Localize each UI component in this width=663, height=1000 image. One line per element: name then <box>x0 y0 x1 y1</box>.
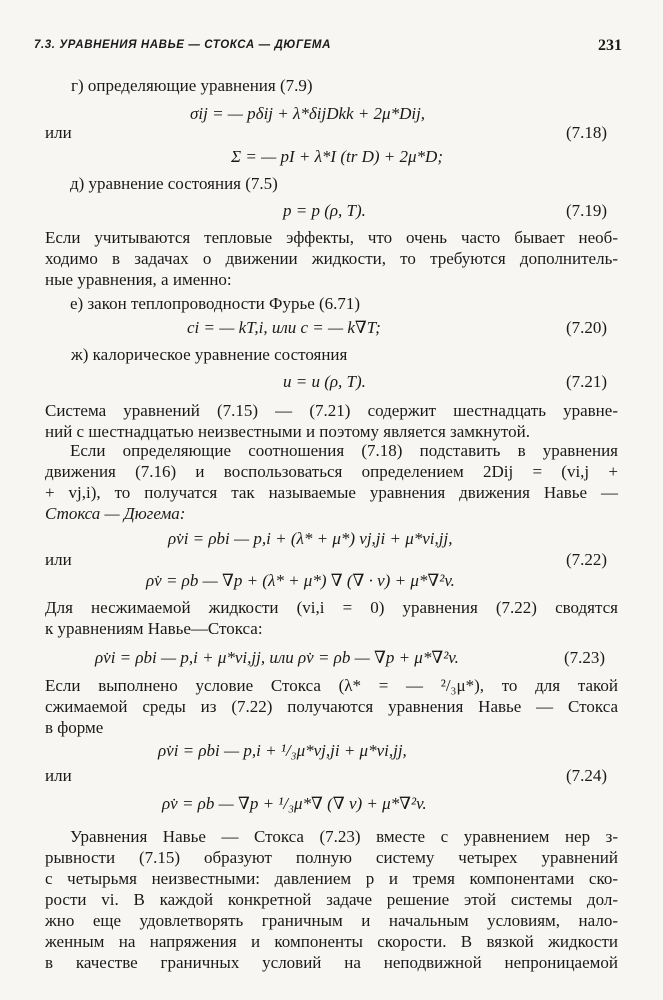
paragraph-line: Для несжимаемой жидкости (vi,i = 0) уравнения (7.22) сводятся <box>45 598 618 617</box>
paragraph-line: рости vi. В каждой конкретной задаче решение этой системы дол- <box>45 890 618 909</box>
word-ili: или <box>45 550 72 569</box>
equation-navier-stokes-duhem-vector: ρv̇ = ρb — ∇p + (λ* + μ*) ∇ (∇ · v) + μ*∇²v. <box>146 571 455 590</box>
paragraph-line: Система уравнений (7.15) — (7.21) содержит шестнадцать уравне- <box>45 401 618 420</box>
item-g-label: г) определяющие уравнения (7.9) <box>71 76 313 95</box>
equation-sigma-ij: σij = — pδij + λ*δijDkk + 2μ*Dij, <box>190 104 426 123</box>
equation-number-7-21: (7.21) <box>566 372 608 391</box>
equation-number-7-20: (7.20) <box>566 318 608 337</box>
item-e-label: е) закон теплопроводности Фурье (6.71) <box>70 294 361 313</box>
paragraph-line: жно еще удовлетворять граничным и начальным условиям, нало- <box>45 911 618 930</box>
paragraph-line: движения (7.16) и воспользоваться определением 2Dij = (vi,j + <box>45 462 618 481</box>
equation-state: p = p (ρ, T). <box>283 201 366 220</box>
item-zh-label: ж) калорическое уравнение состояния <box>71 345 348 364</box>
word-ili: или <box>45 766 72 785</box>
equation-number-7-22: (7.22) <box>566 550 608 569</box>
paragraph-line: в качестве граничных условий на неподвижной непроницаемой <box>45 953 618 972</box>
paragraph-line: + vj,i), то получатся так называемые уравнения движения Навье — <box>45 483 618 502</box>
running-header: 7.3. УРАВНЕНИЯ НАВЬЕ — СТОКСА — ДЮГЕМА <box>34 39 331 51</box>
paragraph-line: женным на напряжения и компоненты скорости. В вязкой жидкости <box>45 932 618 951</box>
paragraph-line: ходимо в задачах о движении жидкости, то требуются дополнитель- <box>45 249 618 268</box>
equation-navier-stokes: ρv̇i = ρbi — p,i + μ*vi,jj, или ρv̇ = ρb — ∇p + μ*∇²v. <box>95 648 459 667</box>
paragraph-line: ний с шестнадцатью неизвестными и поэтому является замкнутой. <box>45 422 530 441</box>
paragraph-line: Если выполнено условие Стокса (λ* = — ²/₃μ*), то для такой <box>45 676 618 695</box>
equation-number-7-18: (7.18) <box>566 123 608 142</box>
equation-number-7-23: (7.23) <box>564 648 606 667</box>
paragraph-line: ные уравнения, а именно: <box>45 270 232 289</box>
paragraph-line: в форме <box>45 718 104 737</box>
paragraph-line: Если определяющие соотношения (7.18) подставить в уравнения <box>70 441 618 460</box>
word-ili: или <box>45 123 72 142</box>
equation-tensor-sigma: Σ = — pI + λ*I (tr D) + 2μ*D; <box>231 147 443 166</box>
paragraph-line: к уравнениям Навье—Стокса: <box>45 619 263 638</box>
paragraph-line: Уравнения Навье — Стокса (7.23) вместе с уравнением нер з- <box>70 827 618 846</box>
equation-stokes-vector: ρv̇ = ρb — ∇p + ¹/₃μ*∇ (∇ v) + μ*∇²v. <box>162 794 427 813</box>
paragraph-line: с четырьмя неизвестными: давлением p и тремя компонентами ско- <box>45 869 618 888</box>
paragraph-line: сжимаемой среды из (7.22) получаются уравнения Навье — Стокса <box>45 697 618 716</box>
equation-navier-stokes-duhem-index: ρv̇i = ρbi — p,i + (λ* + μ*) vj,ji + μ*vi,jj, <box>168 529 453 548</box>
equation-fourier: ci = — kT,i, или c = — k∇T; <box>187 318 381 337</box>
page-number: 231 <box>598 37 622 54</box>
paragraph-line: Если учитываются тепловые эффекты, что очень часто бывает необ- <box>45 228 618 247</box>
equation-stokes-index: ρv̇i = ρbi — p,i + ¹/₃μ*vj,ji + μ*vi,jj, <box>158 741 407 760</box>
equation-number-7-24: (7.24) <box>566 766 608 785</box>
equation-number-7-19: (7.19) <box>566 201 608 220</box>
paragraph-line: рывности (7.15) образуют полную систему четырех уравнений <box>45 848 618 867</box>
item-d-label: д) уравнение состояния (7.5) <box>70 174 278 193</box>
paragraph-line: Стокса — Дюгема: <box>45 504 186 523</box>
equation-caloric: u = u (ρ, T). <box>283 372 366 391</box>
